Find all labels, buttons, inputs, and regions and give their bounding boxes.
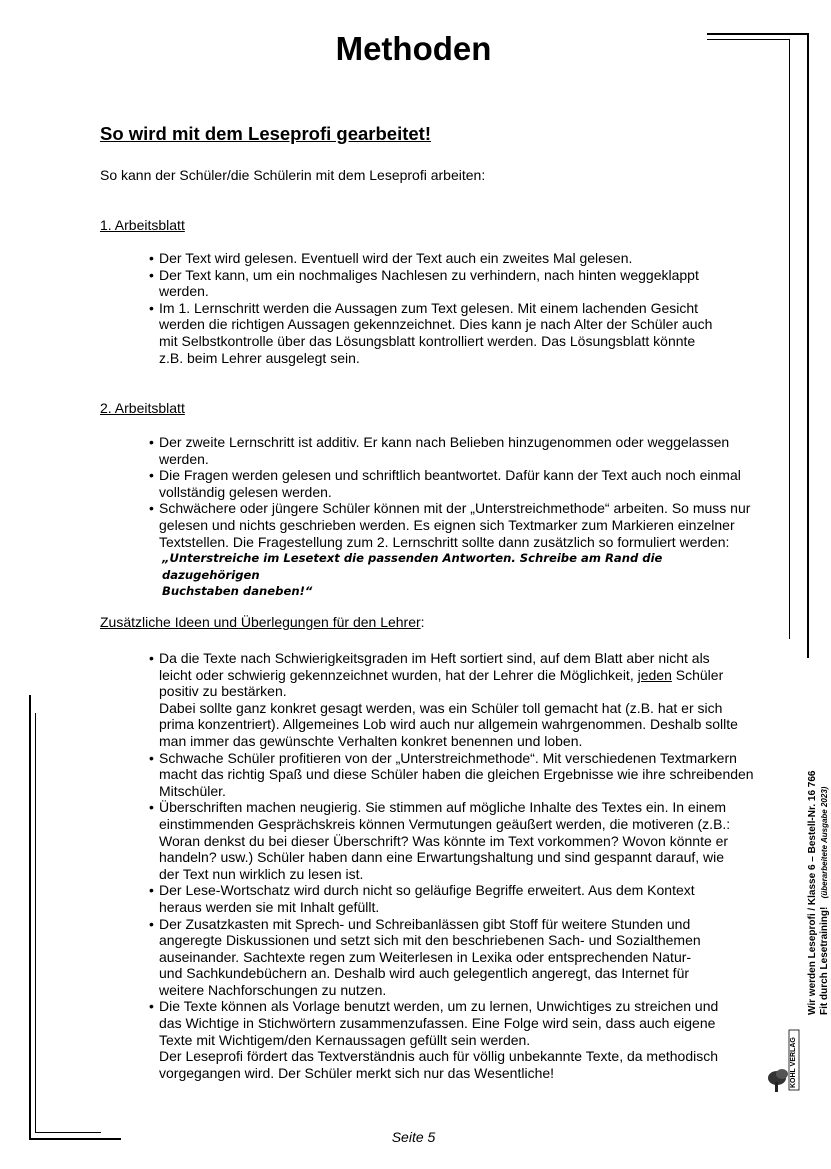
list-item: • Der zweite Lernschritt ist additiv. Er kann nach Belieben hinzugenommen oder weggelassen werden. [149, 434, 759, 467]
section2-list [149, 434, 759, 600]
frame-right-line-inner [789, 39, 790, 639]
section1-heading: 1. Arbeitsblatt [100, 217, 185, 233]
tree-icon [768, 1069, 788, 1092]
list-item: • Schwächere oder jüngere Schüler können mit der „Unterstreichmethode“ arbeiten. So muss nur gelesen und nichts geschrieben werden. Es eignen sich Textmarker zum Markieren einzelner Textstellen. Die Fragestellung zum 2. Lernschritt sollte dann zusätzlich so formuliert werden: „Unterstreiche im Lesetext die passenden Antworten. Schreibe am Rand die dazugehörigen Buchstaben daneben!“ [149, 500, 759, 600]
section3-heading: Zusätzliche Ideen und Überlegungen für den Lehrer: [100, 614, 425, 630]
list-item: • Die Fragen werden gelesen und schriftlich beantwortet. Dafür kann der Text auch noch einmal vollständig gelesen werden. [149, 467, 759, 500]
list-item: • Der Lese-Wortschatz wird durch nicht so geläufige Begriffe erweitert. Aus dem Kontext heraus werden sie mit Inhalt gefüllt. [149, 882, 759, 915]
section2-heading: 2. Arbeitsblatt [100, 400, 185, 416]
list-item: • Der Text wird gelesen. Eventuell wird der Text auch ein zweites Mal gelesen. [149, 250, 759, 267]
section1-list [149, 250, 759, 366]
list-item: • Der Zusatzkasten mit Sprech- und Schreibanlässen gibt Stoff für weitere Stunden und angeregte Diskussionen und setzt sich mit den beschriebenen Sach- und Sozialthemen auseinander. Sachtexte regen zum Weiterlesen in Lexika oder entsprechenden Natur- und Sachkundebüchern an. Deshalb wird auch gelegentlich angeregt, das Internet für weitere Nachforschungen zu nutzen. [149, 916, 759, 999]
section3-list [149, 650, 759, 1081]
page-subtitle: So wird mit dem Leseprofi gearbeitet! [100, 123, 432, 144]
publisher-sidebar-text: Wir werden Leseprofi / Klasse 6 – Bestell-Nr. 16 766 Fit durch Lesetraining! (überarbeitete Ausgabe 2023) [807, 770, 830, 1015]
page-number: Seite 5 [391, 1129, 436, 1145]
list-item: • Der Text kann, um ein nochmaliges Nachlesen zu verhindern, nach hinten weggeklappt werden. [149, 267, 759, 300]
list-item: • Im 1. Lernschritt werden die Aussagen zum Text gelesen. Mit einem lachenden Gesicht werden die richtigen Aussagen gekennzeichnet. Dies kann je nach Alter der Schüler auch mit Selbstkontrolle über das Lösungsblatt kontrolliert werden. Das Lösungsblatt könnte z.B. beim Lehrer ausgelegt sein. [149, 300, 759, 366]
frame-right-line-outer [807, 33, 809, 658]
emphasis-word: jeden [637, 666, 672, 683]
list-item: • Schwache Schüler profitieren von der „Unterstreichmethode“. Mit verschiedenen Textmarkern macht das richtig Spaß und diese Schüler haben die gleichen Ergebnisse wie ihre schreibenden Mitschüler. [149, 750, 759, 800]
frame-left-line-inner [35, 713, 36, 1133]
logo-label: KOHL VERLAG [790, 1037, 797, 1088]
intro-text: So kann der Schüler/die Schülerin mit dem Leseprofi arbeiten: [100, 167, 486, 183]
frame-left-line-outer [29, 695, 31, 1140]
list-item: • Die Texte können als Vorlage benutzt werden, um zu lernen, Unwichtiges zu streichen und das Wichtige in Stichwörtern zusammenzufassen. Eine Folge wird sein, dass auch eigene Texte mit Wichtigem/den Kernaussagen gefüllt sein werden. Der Leseprofi fördert das Textverständnis auch für völlig unbekannte Texte, da methodisch vorgegangen wird. Der Schüler merkt sich nur das Wesentliche! [149, 998, 759, 1081]
list-item: • Überschriften machen neugierig. Sie stimmen auf mögliche Inhalte des Textes ein. In einem einstimmenden Gesprächskreis können Vermutungen geäußert werden, die motiveren (z.B.: Woran denkst du bei dieser Überschrift? Was könnte im Text vorkommen? Wovon könnte er handeln? usw.) Schüler haben dann eine Erwartungshaltung und sind gespannt darauf, wie der Text nun wirklich zu lesen ist. [149, 799, 759, 882]
kohl-verlag-logo [765, 1020, 801, 1094]
list-item: • Da die Texte nach Schwierigkeitsgraden im Heft sortiert sind, auf dem Blatt aber nicht als leicht oder schwierig gekennzeichnet wurden, hat der Lehrer die Möglichkeit, jeden Schüler positiv zu bestärken. Dabei sollte ganz konkret gesagt werden, was ein Schüler toll gemacht hat (z.B. hat er sich prima konzentriert). Allgemeines Lob wird auch nur allgemein wahrgenommen. Deshalb sollte man immer das gewünschte Verhalten konkret benennen und loben. [149, 650, 759, 750]
instruction-quote: „Unterstreiche im Lesetext die passenden Antworten. Schreibe am Rand die dazugehörigen [162, 551, 663, 582]
page-title: Methoden [335, 30, 492, 67]
instruction-quote: Buchstaben daneben!“ [162, 584, 313, 599]
